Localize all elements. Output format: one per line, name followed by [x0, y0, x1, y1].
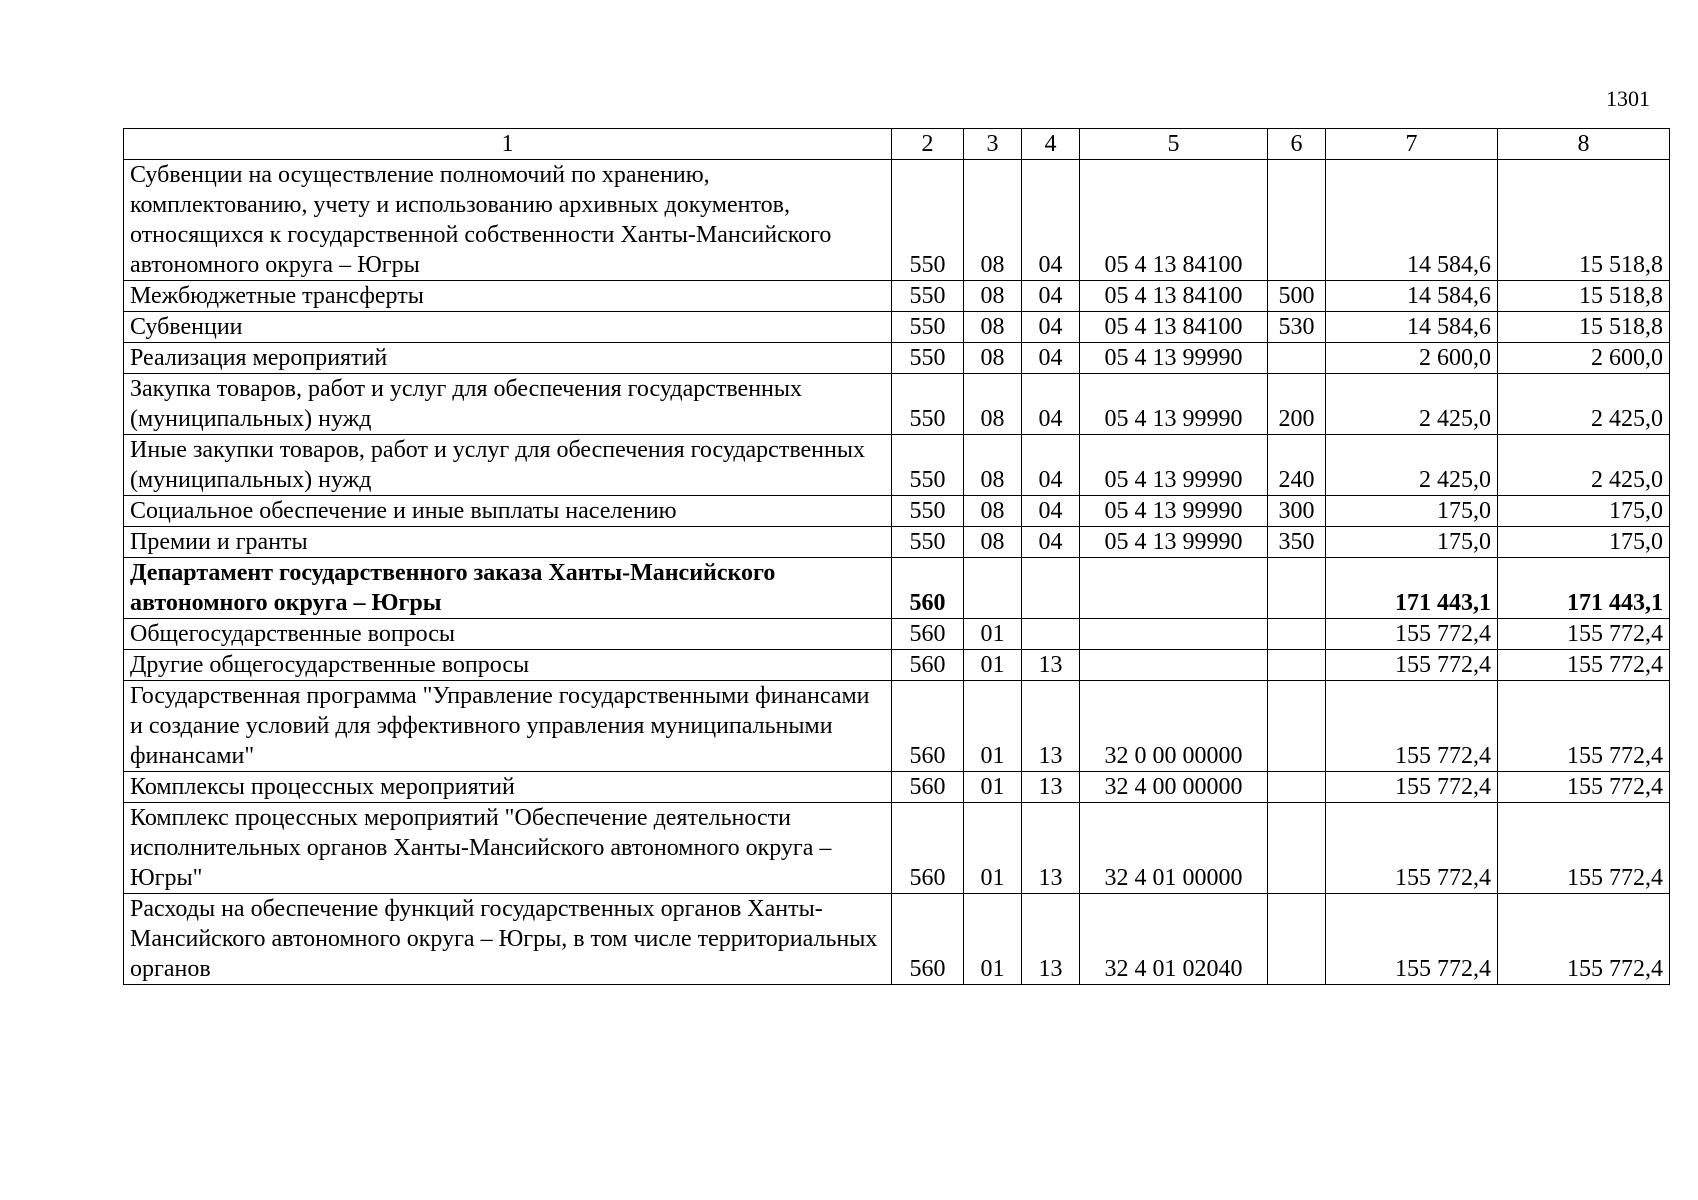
- column-header: 6: [1268, 129, 1326, 160]
- row-col-7: 175,0: [1326, 496, 1498, 527]
- row-col-6: 350: [1268, 527, 1326, 558]
- column-header: 7: [1326, 129, 1498, 160]
- row-col-5: 05 4 13 99990: [1080, 527, 1268, 558]
- row-col-7: 155 772,4: [1326, 650, 1498, 681]
- row-col-4: 04: [1022, 343, 1080, 374]
- row-col-5: 05 4 13 84100: [1080, 281, 1268, 312]
- column-header: 8: [1498, 129, 1670, 160]
- row-col-8: 155 772,4: [1498, 772, 1670, 803]
- row-col-7: 175,0: [1326, 527, 1498, 558]
- row-col-7: 14 584,6: [1326, 281, 1498, 312]
- row-col-6: [1268, 619, 1326, 650]
- row-col-3: 08: [964, 281, 1022, 312]
- row-col-2: 560: [892, 619, 964, 650]
- row-col-4: [1022, 619, 1080, 650]
- row-name: Департамент государственного заказа Ханты-Мансийского автономного округа – Югры: [124, 558, 892, 619]
- row-col-6: [1268, 160, 1326, 281]
- row-col-3: 01: [964, 681, 1022, 772]
- row-col-2: 550: [892, 160, 964, 281]
- table-row: [124, 312, 1670, 343]
- table-row: [124, 619, 1670, 650]
- row-col-5: 05 4 13 99990: [1080, 435, 1268, 496]
- row-col-8: 15 518,8: [1498, 312, 1670, 343]
- row-col-2: 560: [892, 772, 964, 803]
- row-col-8: 15 518,8: [1498, 281, 1670, 312]
- row-col-2: 550: [892, 374, 964, 435]
- row-col-8: 155 772,4: [1498, 894, 1670, 985]
- row-col-4: 04: [1022, 312, 1080, 343]
- row-col-6: 500: [1268, 281, 1326, 312]
- row-col-4: 13: [1022, 772, 1080, 803]
- row-col-5: 32 4 00 00000: [1080, 772, 1268, 803]
- row-col-8: 175,0: [1498, 527, 1670, 558]
- row-col-8: 175,0: [1498, 496, 1670, 527]
- row-col-2: 550: [892, 312, 964, 343]
- row-col-6: [1268, 681, 1326, 772]
- budget-table: [123, 128, 1670, 985]
- row-col-2: 550: [892, 281, 964, 312]
- row-col-4: 04: [1022, 435, 1080, 496]
- row-col-7: 2 425,0: [1326, 435, 1498, 496]
- row-col-8: 2 425,0: [1498, 435, 1670, 496]
- row-col-3: 08: [964, 527, 1022, 558]
- table-row: [124, 160, 1670, 281]
- row-name: Социальное обеспечение и иные выплаты населению: [124, 496, 892, 527]
- page-number: 1301: [1606, 86, 1650, 111]
- row-col-2: 550: [892, 527, 964, 558]
- row-col-3: 01: [964, 894, 1022, 985]
- table-row: [124, 374, 1670, 435]
- row-col-5: 05 4 13 99990: [1080, 496, 1268, 527]
- row-col-2: 560: [892, 650, 964, 681]
- row-col-6: [1268, 650, 1326, 681]
- row-col-2: 550: [892, 496, 964, 527]
- row-name: Иные закупки товаров, работ и услуг для обеспечения государственных (муниципальных) нужд: [124, 435, 892, 496]
- table-row: [124, 681, 1670, 772]
- row-col-6: 530: [1268, 312, 1326, 343]
- row-col-5: [1080, 650, 1268, 681]
- row-col-6: [1268, 894, 1326, 985]
- row-col-3: 08: [964, 343, 1022, 374]
- row-col-5: 32 4 01 00000: [1080, 803, 1268, 894]
- row-col-2: 560: [892, 803, 964, 894]
- row-col-3: 08: [964, 435, 1022, 496]
- row-col-7: 2 425,0: [1326, 374, 1498, 435]
- row-col-6: [1268, 343, 1326, 374]
- row-col-8: 155 772,4: [1498, 619, 1670, 650]
- column-header: 5: [1080, 129, 1268, 160]
- row-name: Реализация мероприятий: [124, 343, 892, 374]
- row-col-2: 560: [892, 558, 964, 619]
- row-name: Премии и гранты: [124, 527, 892, 558]
- row-col-5: 05 4 13 99990: [1080, 374, 1268, 435]
- row-col-4: 13: [1022, 803, 1080, 894]
- column-header: 3: [964, 129, 1022, 160]
- table-row: [124, 894, 1670, 985]
- row-col-2: 560: [892, 894, 964, 985]
- row-col-7: 155 772,4: [1326, 894, 1498, 985]
- row-name: Комплексы процессных мероприятий: [124, 772, 892, 803]
- row-name: Субвенции на осуществление полномочий по хранению, комплектованию, учету и использованию архивных документов, относящихся к государственной собственности Ханты-Мансийского автономного округа – Югры: [124, 160, 892, 281]
- row-col-5: 05 4 13 99990: [1080, 343, 1268, 374]
- row-col-3: 08: [964, 374, 1022, 435]
- row-col-5: [1080, 619, 1268, 650]
- table-header-row: [124, 129, 1670, 160]
- row-col-4: 04: [1022, 374, 1080, 435]
- row-col-3: 01: [964, 772, 1022, 803]
- row-col-8: 171 443,1: [1498, 558, 1670, 619]
- row-col-7: 2 600,0: [1326, 343, 1498, 374]
- table-row: [124, 343, 1670, 374]
- row-col-7: 155 772,4: [1326, 772, 1498, 803]
- row-col-8: 2 600,0: [1498, 343, 1670, 374]
- column-header: 2: [892, 129, 964, 160]
- row-col-7: 14 584,6: [1326, 160, 1498, 281]
- table-row: [124, 281, 1670, 312]
- row-col-5: 32 4 01 02040: [1080, 894, 1268, 985]
- row-name: Государственная программа "Управление государственными финансами и создание условий для эффективного управления муниципальными финансами": [124, 681, 892, 772]
- column-header: 1: [124, 129, 892, 160]
- row-col-4: 04: [1022, 281, 1080, 312]
- row-col-3: [964, 558, 1022, 619]
- row-col-6: [1268, 803, 1326, 894]
- row-col-3: 08: [964, 312, 1022, 343]
- row-col-8: 155 772,4: [1498, 681, 1670, 772]
- row-name: Комплекс процессных мероприятий "Обеспечение деятельности исполнительных органов Ханты-Мансийского автономного округа – Югры": [124, 803, 892, 894]
- table-row: [124, 803, 1670, 894]
- row-col-7: 155 772,4: [1326, 619, 1498, 650]
- table-row: [124, 496, 1670, 527]
- row-col-4: 13: [1022, 681, 1080, 772]
- row-col-6: [1268, 558, 1326, 619]
- row-col-3: 01: [964, 619, 1022, 650]
- row-col-8: 155 772,4: [1498, 803, 1670, 894]
- row-col-8: 155 772,4: [1498, 650, 1670, 681]
- table-row: [124, 772, 1670, 803]
- row-col-5: 05 4 13 84100: [1080, 312, 1268, 343]
- table-row: [124, 435, 1670, 496]
- row-col-6: 240: [1268, 435, 1326, 496]
- row-col-7: 14 584,6: [1326, 312, 1498, 343]
- row-name: Закупка товаров, работ и услуг для обеспечения государственных (муниципальных) нужд: [124, 374, 892, 435]
- row-col-4: 13: [1022, 650, 1080, 681]
- row-name: Расходы на обеспечение функций государственных органов Ханты-Мансийского автономного округа – Югры, в том числе территориальных органов: [124, 894, 892, 985]
- row-col-3: 08: [964, 160, 1022, 281]
- row-name: Общегосударственные вопросы: [124, 619, 892, 650]
- row-col-2: 560: [892, 681, 964, 772]
- row-col-5: 05 4 13 84100: [1080, 160, 1268, 281]
- row-col-5: 32 0 00 00000: [1080, 681, 1268, 772]
- row-col-8: 15 518,8: [1498, 160, 1670, 281]
- table-row: [124, 650, 1670, 681]
- row-name: Межбюджетные трансферты: [124, 281, 892, 312]
- row-col-3: 08: [964, 496, 1022, 527]
- row-col-5: [1080, 558, 1268, 619]
- row-col-2: 550: [892, 435, 964, 496]
- table-row: [124, 527, 1670, 558]
- row-col-2: 550: [892, 343, 964, 374]
- row-col-3: 01: [964, 650, 1022, 681]
- row-col-6: 300: [1268, 496, 1326, 527]
- row-col-4: [1022, 558, 1080, 619]
- row-name: Другие общегосударственные вопросы: [124, 650, 892, 681]
- row-col-3: 01: [964, 803, 1022, 894]
- table-row: [124, 558, 1670, 619]
- row-col-4: 13: [1022, 894, 1080, 985]
- row-col-4: 04: [1022, 496, 1080, 527]
- row-col-7: 155 772,4: [1326, 681, 1498, 772]
- row-col-6: 200: [1268, 374, 1326, 435]
- row-col-4: 04: [1022, 527, 1080, 558]
- row-name: Субвенции: [124, 312, 892, 343]
- row-col-8: 2 425,0: [1498, 374, 1670, 435]
- row-col-6: [1268, 772, 1326, 803]
- column-header: 4: [1022, 129, 1080, 160]
- row-col-7: 171 443,1: [1326, 558, 1498, 619]
- row-col-4: 04: [1022, 160, 1080, 281]
- row-col-7: 155 772,4: [1326, 803, 1498, 894]
